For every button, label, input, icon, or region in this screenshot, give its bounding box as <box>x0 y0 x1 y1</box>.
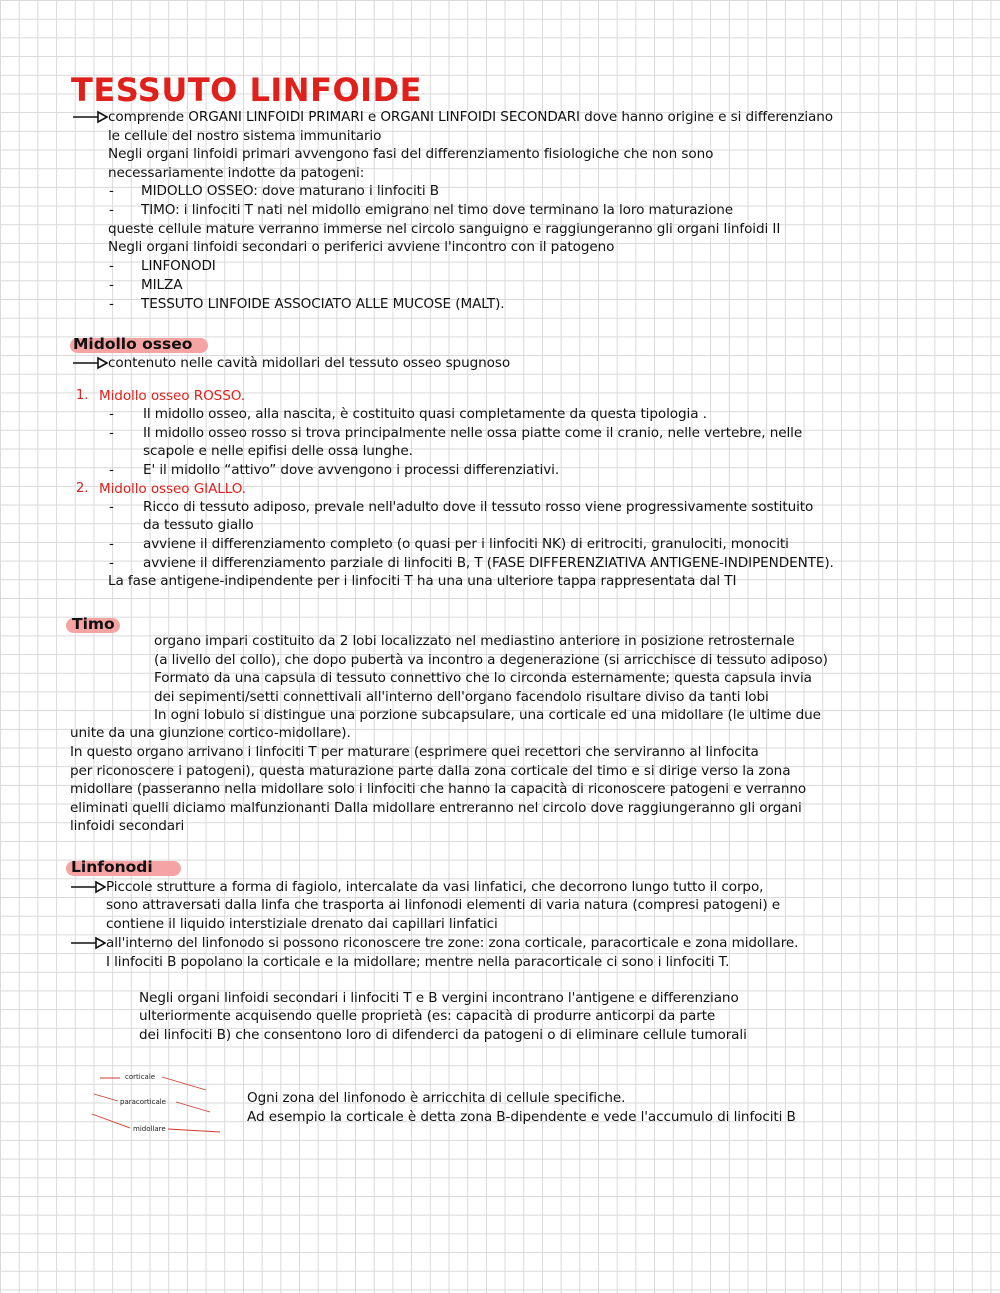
section-heading-midollo: Midollo osseo <box>73 335 193 353</box>
section-line: organo impari costituito da 2 lobi localizzato nel mediastino anteriore in posizione retrosternale <box>154 633 795 649</box>
arrow-icon <box>70 880 106 894</box>
bullet-dash: - <box>109 499 114 515</box>
intro-line: necessariamente indotte da patogeni: <box>108 165 365 181</box>
list-item: scapole e nelle epifisi delle ossa lunghe. <box>143 443 413 459</box>
list-item: TESSUTO LINFOIDE ASSOCIATO ALLE MUCOSE (MALT). <box>141 296 505 312</box>
arrow-icon <box>70 936 106 950</box>
list-item: da tessuto giallo <box>143 517 254 533</box>
section-line: Negli organi linfoidi secondari i linfociti T e B vergini incontrano l'antigene e differenziano <box>139 990 739 1006</box>
section-heading-linfonodi: Linfonodi <box>71 858 153 876</box>
list-item: Ricco di tessuto adiposo, prevale nell'adulto dove il tessuto rosso viene progressivamente sostituito <box>143 499 814 515</box>
list-item: TIMO: i linfociti T nati nel midollo emigrano nel timo dove terminano la loro maturazione <box>141 202 734 218</box>
list-item: avviene il differenziamento parziale di linfociti B, T (FASE DIFFERENZIATIVA ANTIGENE-INDIPENDENTE). <box>143 555 834 571</box>
intro-line: queste cellule mature verranno immerse nel circolo sanguigno e raggiungeranno gli organi linfoidi II <box>108 221 781 237</box>
diagram-label-midollare: midollare <box>133 1125 166 1133</box>
subsection-title: Midollo osseo GIALLO. <box>99 481 246 497</box>
list-item: avviene il differenziamento completo (o quasi per i linfociti NK) di eritrociti, granulociti, monociti <box>143 536 789 552</box>
bullet-dash: - <box>109 258 114 274</box>
bullet-dash: - <box>109 183 114 199</box>
list-item: LINFONODI <box>141 258 216 274</box>
intro-line: comprende ORGANI LINFOIDI PRIMARI e ORGANI LINFOIDI SECONDARI dove hanno origine e si differenziano <box>108 109 833 125</box>
section-line: contiene il liquido interstiziale drenato dai capillari linfatici <box>106 916 498 932</box>
bullet-dash: - <box>109 536 114 552</box>
list-item: MIDOLLO OSSEO: dove maturano i linfociti B <box>141 183 440 199</box>
diagram-caption: Ogni zona del linfonodo è arricchita di cellule specifiche. <box>247 1090 626 1106</box>
section-line: Piccole strutture a forma di fagiolo, intercalate da vasi linfatici, che decorrono lungo tutto il corpo, <box>106 879 764 895</box>
section-line: sono attraversati dalla linfa che trasporta ai linfonodi elementi di varia natura (compresi patogeni) e <box>106 897 781 913</box>
section-line: eliminati quelli diciamo malfunzionanti Dalla midollare entreranno nel circolo dove raggiungeranno gli organi <box>70 800 802 816</box>
section-line: unite da una giunzione cortico-midollare). <box>70 725 351 741</box>
page-title: TESSUTO LINFOIDE <box>71 71 422 109</box>
list-number: 2. <box>76 481 89 496</box>
section-line: In ogni lobulo si distingue una porzione subcapsulare, una corticale ed una midollare (le ultime due <box>154 707 821 723</box>
diagram-label-paracorticale: paracorticale <box>120 1098 166 1106</box>
bullet-dash: - <box>109 425 114 441</box>
section-line: In questo organo arrivano i linfociti T per maturare (esprimere quei recettori che serviranno al linfocita <box>70 744 759 760</box>
bullet-dash: - <box>109 555 114 571</box>
list-item: MILZA <box>141 277 183 293</box>
section-line: contenuto nelle cavità midollari del tessuto osseo spugnoso <box>108 355 511 371</box>
section-line: all'interno del linfonodo si possono riconoscere tre zone: zona corticale, paracorticale e zona midollare. <box>106 935 799 951</box>
section-line: dei sepimenti/setti connettivali all'interno dell'organo facendolo risultare diviso da tanti lobi <box>154 689 769 705</box>
bullet-dash: - <box>109 296 114 312</box>
intro-line: Negli organi linfoidi secondari o periferici avviene l'incontro con il patogeno <box>108 239 615 255</box>
section-note: La fase antigene-indipendente per i linfociti T ha una una ulteriore tappa rappresentata dal TI <box>108 573 737 589</box>
list-number: 1. <box>76 388 89 403</box>
section-line: dei linfociti B) che consentono loro di difenderci da patogeni o di eliminare cellule tumorali <box>139 1027 747 1043</box>
subsection-title: Midollo osseo ROSSO. <box>99 388 245 404</box>
section-line: ulteriormente acquisendo quelle proprietà (es: capacità di produrre anticorpi da parte <box>139 1008 716 1024</box>
section-line: per riconoscere i patogeni), questa maturazione parte dalla zona corticale del timo e si dirige verso la zona <box>70 763 791 779</box>
list-item: Il midollo osseo, alla nascita, è costituito quasi completamente da questa tipologia . <box>143 406 707 422</box>
section-line: Formato da una capsula di tessuto connettivo che lo circonda esternamente; questa capsula invia <box>154 670 812 686</box>
diagram-caption: Ad esempio la corticale è detta zona B-dipendente e vede l'accumulo di linfociti B <box>247 1109 796 1125</box>
list-item: E' il midollo “attivo” dove avvengono i processi differenziativi. <box>143 462 560 478</box>
section-line: I linfociti B popolano la corticale e la midollare; mentre nella paracorticale ci sono i linfociti T. <box>106 954 730 970</box>
intro-line: Negli organi linfoidi primari avvengono fasi del differenziamento fisiologiche che non sono <box>108 146 714 162</box>
diagram-label-corticale: corticale <box>125 1073 156 1081</box>
section-line: midollare (passeranno nella midollare solo i linfociti che hanno la capacità di riconoscere patogeni e verranno <box>70 781 807 797</box>
section-line: (a livello del collo), che dopo pubertà va incontro a degenerazione (si arricchisce di tessuto adiposo) <box>154 652 828 668</box>
arrow-icon <box>72 110 108 124</box>
bullet-dash: - <box>109 202 114 218</box>
bullet-dash: - <box>109 277 114 293</box>
bullet-dash: - <box>109 406 114 422</box>
list-item: Il midollo osseo rosso si trova principalmente nelle ossa piatte come il cranio, nelle vertebre, nelle <box>143 425 803 441</box>
bullet-dash: - <box>109 462 114 478</box>
arrow-icon <box>72 356 108 370</box>
section-line: linfoidi secondari <box>70 818 185 834</box>
section-heading-timo: Timo <box>72 615 115 633</box>
intro-line: le cellule del nostro sistema immunitario <box>108 128 382 144</box>
